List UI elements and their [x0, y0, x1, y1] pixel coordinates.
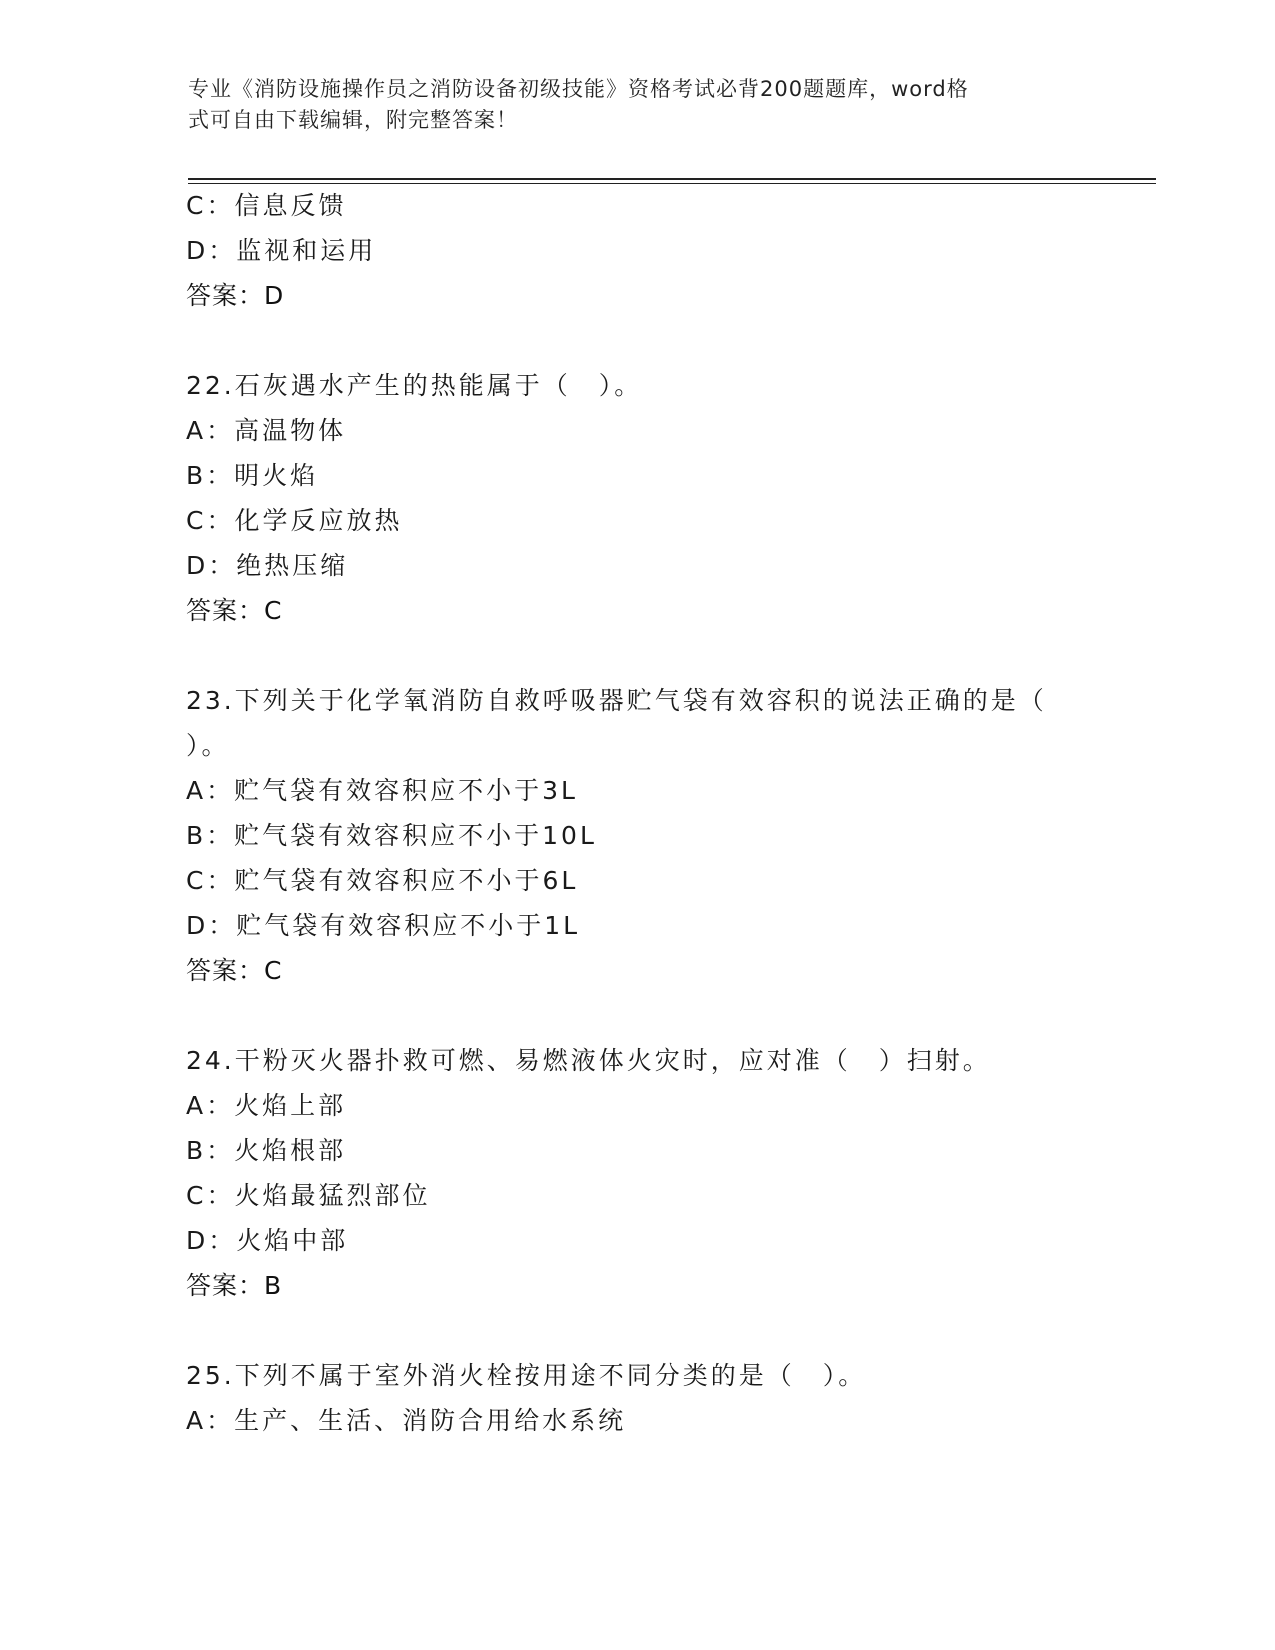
q22-option-a: A：高温物体 [186, 416, 347, 445]
q22-question: 22.石灰遇水产生的热能属于（ ）。 [186, 371, 643, 400]
q23-answer: 答案：C [186, 956, 283, 985]
header-line-2: 式可自由下载编辑，附完整答案！ [188, 108, 518, 132]
q24-option-a: A：火焰上部 [186, 1091, 347, 1120]
header-divider-thick [188, 178, 1156, 180]
q23-question-line-1: 23.下列关于化学氧消防自救呼吸器贮气袋有效容积的说法正确的是（ [186, 686, 1047, 715]
q22-answer: 答案：C [186, 596, 283, 625]
q23-option-d: D：贮气袋有效容积应不小于1L [186, 911, 581, 940]
q22-option-c: C：化学反应放热 [186, 506, 403, 535]
q24-answer: 答案：B [186, 1271, 283, 1300]
prev-option-c: C：信息反馈 [186, 191, 347, 220]
q24-option-c: C：火焰最猛烈部位 [186, 1181, 431, 1210]
q24-question: 24.干粉灭火器扑救可燃、易燃液体火灾时，应对准（ ）扫射。 [186, 1046, 991, 1075]
q25-question: 25.下列不属于室外消火栓按用途不同分类的是（ ）。 [186, 1361, 867, 1390]
header-divider-thin [188, 183, 1156, 184]
q22-option-b: B：明火焰 [186, 461, 319, 490]
q25-option-a: A：生产、生活、消防合用给水系统 [186, 1406, 627, 1435]
q24-option-b: B：火焰根部 [186, 1136, 347, 1165]
q23-option-c: C：贮气袋有效容积应不小于6L [186, 866, 579, 895]
q23-option-a: A：贮气袋有效容积应不小于3L [186, 776, 578, 805]
document-header [188, 74, 1068, 136]
prev-answer: 答案：D [186, 281, 285, 310]
prev-option-d: D：监视和运用 [186, 236, 377, 265]
header-line-1: 专业《消防设施操作员之消防设备初级技能》资格考试必背200题题库，word格 [188, 77, 969, 101]
q23-option-b: B：贮气袋有效容积应不小于10L [186, 821, 597, 850]
q22-option-d: D：绝热压缩 [186, 551, 349, 580]
q23-question-line-2: ）。 [186, 731, 230, 760]
q24-option-d: D：火焰中部 [186, 1226, 349, 1255]
